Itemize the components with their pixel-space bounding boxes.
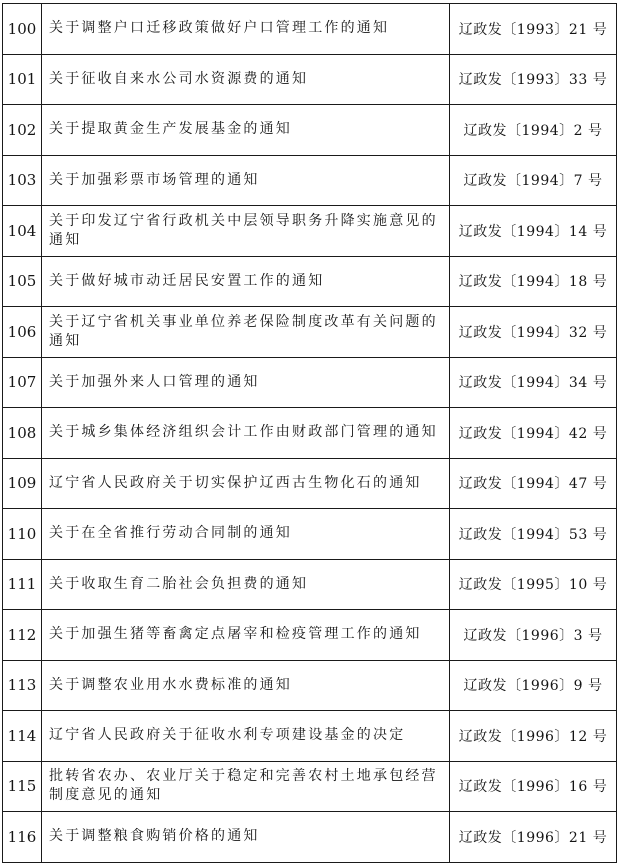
document-title: 关于调整粮食购销价格的通知 (42, 812, 450, 863)
table-row (3, 4, 617, 55)
table-row (3, 660, 617, 711)
document-reference: 辽政发〔1994〕47 号 (450, 458, 617, 509)
table-row (3, 105, 617, 156)
table-row (3, 559, 617, 610)
document-title: 关于加强生猪等畜禽定点屠宰和检疫管理工作的通知 (42, 610, 450, 661)
row-number: 114 (3, 711, 42, 762)
table-row (3, 761, 617, 812)
row-number: 115 (3, 761, 42, 812)
document-reference: 辽政发〔1994〕18 号 (450, 256, 617, 307)
document-reference: 辽政发〔1993〕21 号 (450, 4, 617, 55)
row-number: 100 (3, 4, 42, 55)
document-reference: 辽政发〔1996〕16 号 (450, 761, 617, 812)
document-title: 关于提取黄金生产发展基金的通知 (42, 105, 450, 156)
table-row (3, 610, 617, 661)
row-number: 108 (3, 408, 42, 459)
document-title: 批转省农办、农业厅关于稳定和完善农村土地承包经营制度意见的通知 (42, 761, 450, 812)
table-row (3, 256, 617, 307)
document-reference: 辽政发〔1996〕12 号 (450, 711, 617, 762)
row-number: 101 (3, 54, 42, 105)
table-row (3, 206, 617, 257)
document-reference: 辽政发〔1996〕9 号 (450, 660, 617, 711)
document-title: 关于征收自来水公司水资源费的通知 (42, 54, 450, 105)
row-number: 105 (3, 256, 42, 307)
document-title: 关于辽宁省机关事业单位养老保险制度改革有关问题的通知 (42, 307, 450, 358)
document-title: 关于加强彩票市场管理的通知 (42, 155, 450, 206)
document-reference: 辽政发〔1995〕10 号 (450, 559, 617, 610)
document-table (2, 3, 617, 863)
row-number: 106 (3, 307, 42, 358)
document-title: 关于加强外来人口管理的通知 (42, 357, 450, 408)
table-row (3, 509, 617, 560)
row-number: 107 (3, 357, 42, 408)
row-number: 111 (3, 559, 42, 610)
row-number: 110 (3, 509, 42, 560)
table-row (3, 357, 617, 408)
table-row (3, 408, 617, 459)
row-number: 104 (3, 206, 42, 257)
document-title: 关于在全省推行劳动合同制的通知 (42, 509, 450, 560)
document-reference: 辽政发〔1994〕42 号 (450, 408, 617, 459)
document-reference: 辽政发〔1994〕7 号 (450, 155, 617, 206)
document-title: 关于调整农业用水水费标准的通知 (42, 660, 450, 711)
table-row (3, 307, 617, 358)
row-number: 109 (3, 458, 42, 509)
document-reference: 辽政发〔1994〕32 号 (450, 307, 617, 358)
row-number: 113 (3, 660, 42, 711)
document-reference: 辽政发〔1996〕3 号 (450, 610, 617, 661)
document-title: 关于收取生育二胎社会负担费的通知 (42, 559, 450, 610)
document-title: 关于城乡集体经济组织会计工作由财政部门管理的通知 (42, 408, 450, 459)
document-reference: 辽政发〔1994〕2 号 (450, 105, 617, 156)
row-number: 102 (3, 105, 42, 156)
row-number: 116 (3, 812, 42, 863)
document-title: 辽宁省人民政府关于征收水利专项建设基金的决定 (42, 711, 450, 762)
document-reference: 辽政发〔1996〕21 号 (450, 812, 617, 863)
table-row (3, 458, 617, 509)
row-number: 112 (3, 610, 42, 661)
document-title: 关于做好城市动迁居民安置工作的通知 (42, 256, 450, 307)
table-body (3, 4, 617, 863)
document-reference: 辽政发〔1994〕34 号 (450, 357, 617, 408)
row-number: 103 (3, 155, 42, 206)
table-row (3, 54, 617, 105)
document-reference: 辽政发〔1993〕33 号 (450, 54, 617, 105)
document-reference: 辽政发〔1994〕53 号 (450, 509, 617, 560)
table-row (3, 711, 617, 762)
document-title: 关于印发辽宁省行政机关中层领导职务升降实施意见的通知 (42, 206, 450, 257)
table-row (3, 155, 617, 206)
document-reference: 辽政发〔1994〕14 号 (450, 206, 617, 257)
document-title: 辽宁省人民政府关于切实保护辽西古生物化石的通知 (42, 458, 450, 509)
document-title: 关于调整户口迁移政策做好户口管理工作的通知 (42, 4, 450, 55)
table-row (3, 812, 617, 863)
